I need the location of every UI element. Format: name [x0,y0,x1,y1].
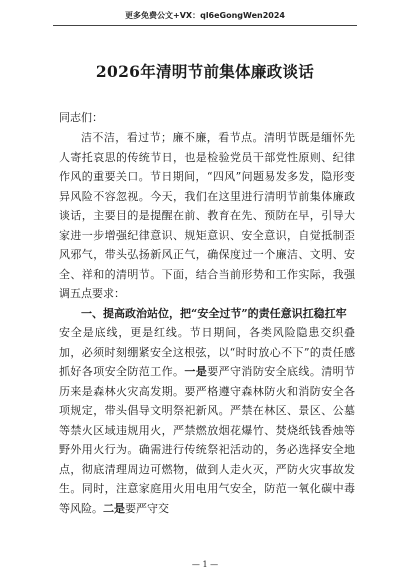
page-number: — 1 — [191,560,219,569]
point1-text-c: 要严守交 [125,501,169,515]
document-body [59,128,355,518]
intro-paragraph: 洁不洁，看过节；廉不廉，看节点。清明节既是缅怀先人寄托哀思的传统节日，也是检验党员干部党性原则、纪律作风的重要关口。节日期间，“四风”问题易发多发，隐形变异风险不容忽视。今天，我们在这里进行清明节前集体廉政谈话，主要目的是提醒在前、教育在先、预防在早，引导大家进一步增强纪律意识、规矩意识、安全意识，自觉抵制歪风邪气，带头弘扬新风正气，确保度过一个廉洁、文明、安全、祥和的清明节。下面，结合当前形势和工作实际，我强调五点要求： [59,131,355,300]
point1-sub1-label: 一是 [184,365,208,378]
point1-text-b: 要严守消防安全底线。清明节历来是森林火灾高发期。要严格遵守森林防火和消防安全各项规定，带头倡导文明祭祀新风。严禁在林区、景区、公墓等禁火区域违规用火，严禁燃放烟花爆竹、焚烧纸钱香烛等野外用火行为。确需进行传统祭祀活动的，务必选择安全地点，彻底清理周边可燃物，做到人走火灭，严防火灾事故发生。同时，注意家庭用火用电用气安全，防范一氧化碳中毒等风险。 [59,365,356,515]
document-title: 2026年清明节前集体廉政谈话 [95,62,315,81]
page-header: 更多免费公文+VX：ql6eGongWen2024 [125,11,285,20]
point1-text-a: 安全是底线，更是红线。节日期间，各类风险隐患交织叠加，必须时刻绷紧安全这根弦，以“时时放心不下”的责任感抓好各项安全防范工作。 [59,326,355,378]
point1-paragraph [59,304,355,324]
point1-heading: 一、提高政治站位，把“安全过节”的责任意识扛稳扛牢 [81,306,347,320]
greeting: 同志们： [59,111,103,124]
header-divider [53,25,357,26]
point1-body [59,323,355,518]
point1-sub2-label: 二是 [103,501,125,515]
